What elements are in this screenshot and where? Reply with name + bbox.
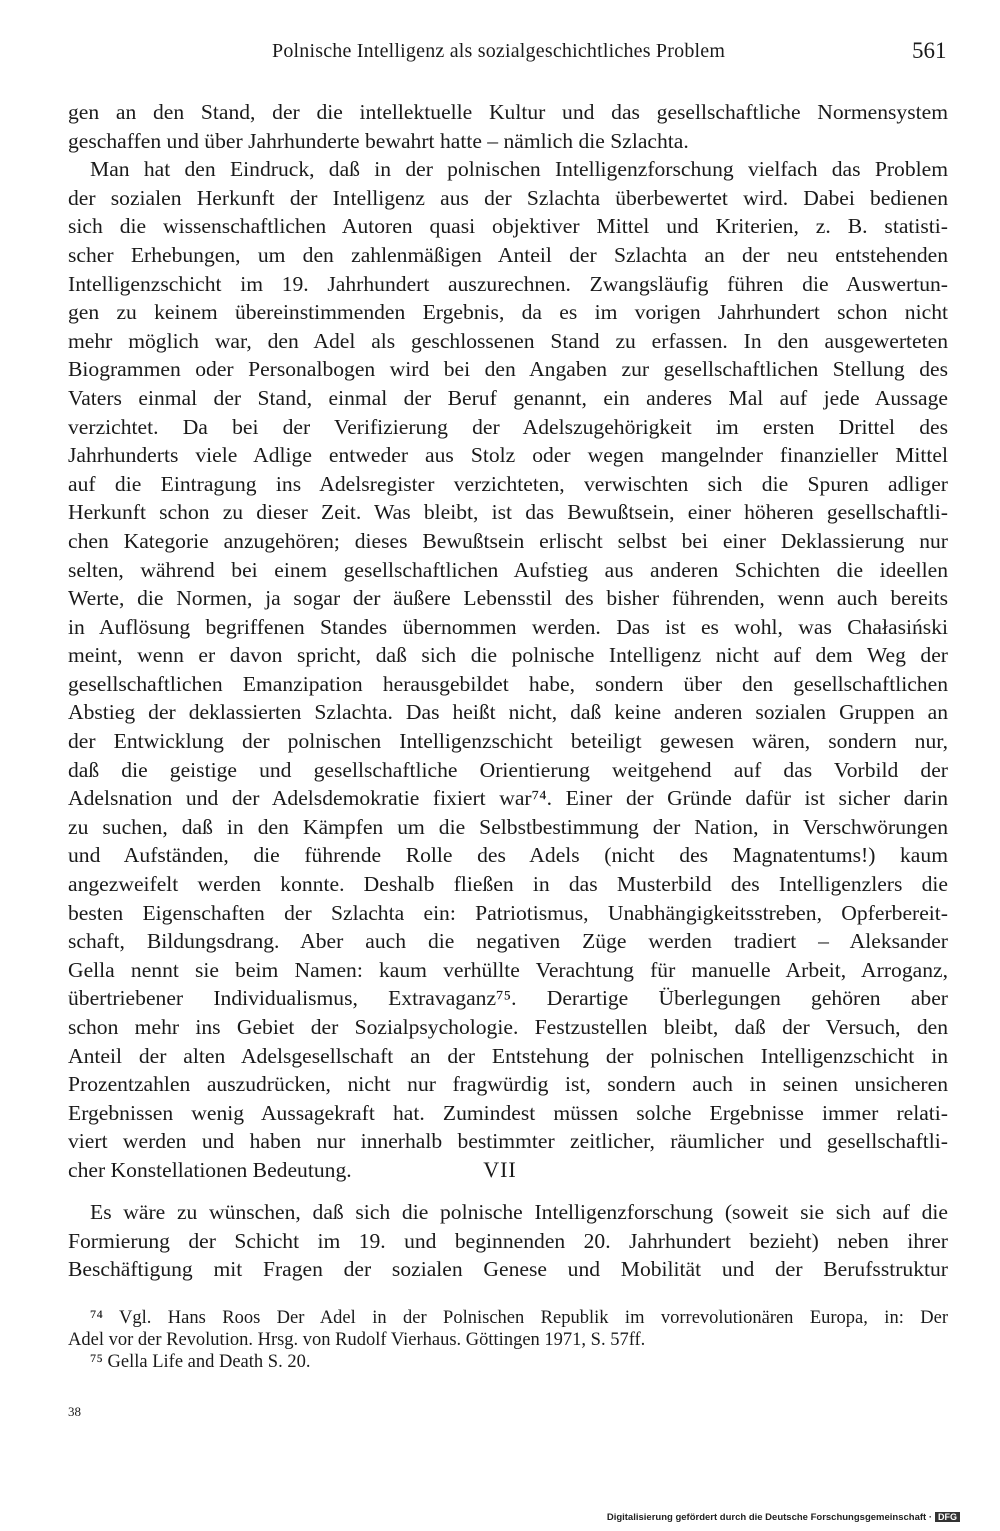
text-line: Adelsnation und der Adelsdemokratie fixiert war⁷⁴. Einer der Gründe dafür ist sicher darin	[68, 786, 948, 811]
text-line: Intelligenzschicht im 19. Jahrhundert auszurechnen. Zwangsläufig führen die Auswertun-	[68, 271, 948, 296]
text-line: cher Konstellationen Bedeutung.	[68, 1157, 352, 1182]
text-line: viert werden und haben nur innerhalb bestimmter zeitlicher, räumlicher und gesellschaftli-	[68, 1129, 948, 1154]
text-line: auf die Eintragung ins Adelsregister verzichteten, verwischten sich die Spuren adliger	[68, 471, 948, 496]
text-line: Werte, die Normen, ja sogar der äußere Lebensstil des bisher führenden, wenn auch bereits	[68, 586, 948, 611]
text-line: Vaters einmal der Stand, einmal der Beruf genannt, ein anderes Mal auf jede Aussage	[68, 385, 948, 410]
text-line: angezweifelt werden konnte. Deshalb fließen in das Musterbild des Intelligenzlers die	[68, 872, 948, 897]
text-line: Herkunft schon zu dieser Zeit. Was bleibt, ist das Bewußtsein, einer höheren gesellschaftli-	[68, 500, 948, 525]
text-line: daß die geistige und gesellschaftliche Orientierung weitgehend auf das Vorbild der	[68, 757, 948, 782]
text-line: Beschäftigung mit Fragen der sozialen Genese und Mobilität und der Berufsstruktur	[68, 1257, 948, 1282]
text-line: scher Erhebungen, um den zahlenmäßigen Anteil der Szlachta an der neu entstehenden	[68, 242, 948, 267]
main-text	[68, 98, 948, 1185]
text-line: der Entwicklung der polnischen Intelligenzschicht beteiligt gewesen wären, sondern nur,	[68, 729, 948, 754]
digitization-note	[607, 1512, 960, 1523]
text-line: mehr möglich war, den Adel als geschlossenen Stand zu erfassen. In den ausgewerteten	[68, 328, 948, 353]
section-text	[68, 1198, 948, 1284]
text-line: selten, während bei einem gesellschaftlichen Aufstieg aus anderen Schichten die ideellen	[68, 557, 948, 582]
signature-mark: 38	[68, 1404, 81, 1419]
text-line: gen zu keinem übereinstimmenden Ergebnis, da es im vorigen Jahrhundert schon nicht	[68, 300, 948, 325]
text-line: meint, wenn er davon spricht, daß sich die polnische Intelligenz nicht auf dem Weg der	[68, 643, 948, 668]
text-line: gen an den Stand, der die intellektuelle Kultur und das gesellschaftliche Normensystem	[68, 100, 948, 124]
text-line: Ergebnissen wenig Aussagekraft hat. Zumindest müssen solche Ergebnisse immer relati-	[68, 1100, 948, 1125]
text-line: sich die wissenschaftlichen Autoren quasi objektiver Mittel und Kriterien, z. B. statisti-	[68, 214, 948, 239]
text-line: besten Eigenschaften der Szlachta ein: Patriotismus, Unabhängigkeitsstreben, Opferbereit-	[68, 900, 948, 925]
footnotes	[68, 1307, 948, 1373]
text-line: verzichtet. Da bei der Verifizierung der Adelszugehörigkeit im ersten Drittel des	[68, 414, 948, 439]
footnote-74: ⁷⁴ Vgl. Hans Roos Der Adel in der Polnischen Republik im vorrevolutionären Europa, in: Der	[90, 1308, 948, 1328]
text-line: Biogrammen oder Personalbogen wird bei den Angaben zur gesellschaftlichen Stellung des	[68, 357, 948, 382]
text-line: zu suchen, daß in den Kämpfen um die Selbstbestimmung der Nation, in Verschwörungen	[68, 814, 948, 839]
text-line: Prozentzahlen auszudrücken, nicht nur fragwürdig ist, sondern auch in seinen unsicheren	[68, 1072, 948, 1097]
footnote-74-continued: Adel vor der Revolution. Hrsg. von Rudolf Vierhaus. Göttingen 1971, S. 57ff.	[68, 1330, 646, 1350]
text-line: Jahrhunderts viele Adlige entweder aus Stolz oder wegen mangelnder finanzieller Mittel	[68, 443, 948, 468]
text-line: Abstieg der deklassierten Szlachta. Das heißt nicht, daß keine anderen sozialen Gruppen an	[68, 700, 948, 725]
text-line: chen Kategorie anzugehören; dieses Bewußtsein erlischt selbst bei einer Deklassierung nur	[68, 528, 948, 553]
text-line: Gella nennt sie beim Namen: kaum verhüllte Verachtung für manuelle Arbeit, Arroganz,	[68, 957, 948, 982]
section-heading: VII	[483, 1157, 517, 1182]
text-line: schaft, Bildungsdrang. Aber auch die negativen Züge werden tradiert – Aleksander	[68, 929, 948, 954]
text-line: übertriebener Individualismus, Extravaganz⁷⁵. Derartige Überlegungen gehören aber	[68, 986, 948, 1011]
text-line: Man hat den Eindruck, daß in der polnischen Intelligenzforschung vielfach das Problem	[90, 157, 948, 182]
text-line: Anteil der alten Adelsgesellschaft an der Entstehung der polnischen Intelligenzschicht in	[68, 1043, 948, 1068]
text-line: und Aufständen, die führende Rolle des Adels (nicht des Magnatentums!) kaum	[68, 843, 948, 868]
text-line: in Auflösung begriffenen Standes übernommen werden. Das ist es wohl, was Chałasiński	[68, 614, 948, 639]
text-line: schon mehr ins Gebiet der Sozialpsychologie. Festzustellen bleibt, daß der Versuch, den	[68, 1015, 948, 1039]
footnote-75: ⁷⁵ Gella Life and Death S. 20.	[90, 1352, 311, 1372]
text-line: der sozialen Herkunft der Intelligenz aus der Szlachta überbewertet wird. Dabei bedienen	[68, 185, 948, 210]
running-title: Polnische Intelligenz als sozialgeschichtliches Problem	[272, 40, 726, 62]
text-line: Formierung der Schicht im 19. und beginnenden 20. Jahrhundert bezieht) neben ihrer	[68, 1228, 948, 1253]
text-line: geschaffen und über Jahrhunderte bewahrt hatte – nämlich die Szlachta.	[68, 128, 689, 153]
text-line: gesellschaftlichen Emanzipation herausgebildet habe, sondern über den gesellschaftlichen	[68, 671, 948, 696]
digitization-note-text: Digitalisierung gefördert durch die Deutsche Forschungsgemeinschaft ·	[606, 1512, 932, 1523]
page-number: 561	[912, 38, 947, 63]
dfg-logo: DFG	[935, 1512, 960, 1522]
text-line: Es wäre zu wünschen, daß sich die polnische Intelligenzforschung (soweit sie sich auf die	[90, 1200, 948, 1224]
